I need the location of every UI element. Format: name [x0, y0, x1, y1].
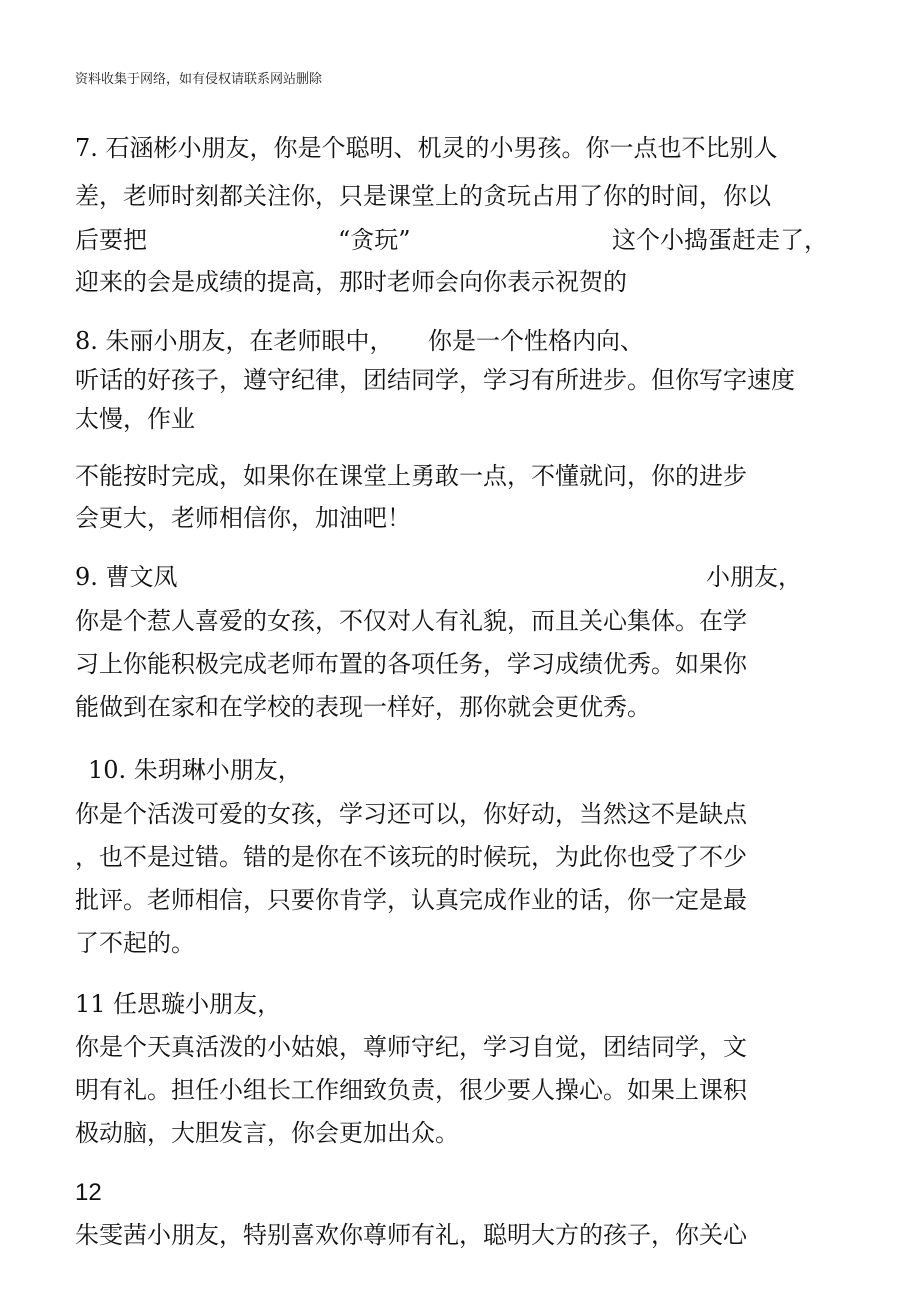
p11-line-2: 你是个天真活泼的小姑娘，尊师守纪，学习自觉，团结同学，文	[75, 1033, 747, 1061]
p8-line-1a: 8. 朱丽小朋友，在老师眼中，	[75, 327, 394, 355]
p8-line-5: 会更大，老师相信你，加油吧！	[75, 504, 411, 532]
page-header-note: 资料收集于网络，如有侵权请联系网站删除	[75, 72, 323, 87]
p8-line-2: 听话的好孩子，遵守纪律，团结同学，学习有所进步。但你写字速度	[75, 366, 795, 394]
p10-line-3: ，也不是过错。错的是你在不该玩的时候玩，为此你也受了不少	[75, 843, 747, 871]
p12-line-2: 朱雯茜小朋友，特别喜欢你尊师有礼，聪明大方的孩子，你关心	[75, 1221, 747, 1249]
p9-line-1b: 小朋友，	[706, 563, 802, 591]
p9-line-3: 习上你能积极完成老师布置的各项任务，学习成绩优秀。如果你	[75, 650, 747, 678]
p11-line-3: 明有礼。担任小组长工作细致负责，很少要人操心。如果上课积	[75, 1076, 747, 1104]
p10-line-2: 你是个活泼可爱的女孩，学习还可以，你好动，当然这不是缺点	[75, 800, 747, 828]
p10-line-5: 了不起的。	[75, 929, 195, 957]
p10-line-4: 批评。老师相信，只要你肯学，认真完成作业的话，你一定是最	[75, 886, 747, 914]
p7-line-1: 7. 石涵彬小朋友，你是个聪明、机灵的小男孩。你一点也不比别人	[75, 134, 778, 162]
p7-line-3a: 后要把	[75, 226, 147, 254]
p7-line-3c: 这个小捣蛋赶走了，	[612, 226, 828, 254]
p7-line-4: 迎来的会是成绩的提高，那时老师会向你表示祝贺的	[75, 268, 627, 296]
p7-line-3b: “贪玩”	[338, 226, 411, 254]
p8-line-3: 太慢，作业	[75, 405, 195, 433]
p11-line-4: 极动脑，大胆发言，你会更加出众。	[75, 1119, 459, 1147]
p9-line-4: 能做到在家和在学校的表现一样好，那你就会更优秀。	[75, 693, 651, 721]
p12-line-1: 12	[75, 1179, 102, 1206]
p10-line-1: 10. 朱玥琳小朋友，	[88, 756, 302, 784]
p11-line-1: 11 任思璇小朋友，	[75, 990, 282, 1018]
p8-line-1b: 你是一个性格内向、	[428, 327, 644, 355]
p9-line-1a: 9. 曹文凤	[75, 563, 178, 591]
p8-line-4: 不能按时完成，如果你在课堂上勇敢一点，不懂就问，你的进步	[75, 462, 747, 490]
p7-line-2: 差，老师时刻都关注你，只是课堂上的贪玩占用了你的时间，你以	[75, 182, 771, 210]
p9-line-2: 你是个惹人喜爱的女孩，不仅对人有礼貌，而且关心集体。在学	[75, 607, 747, 635]
